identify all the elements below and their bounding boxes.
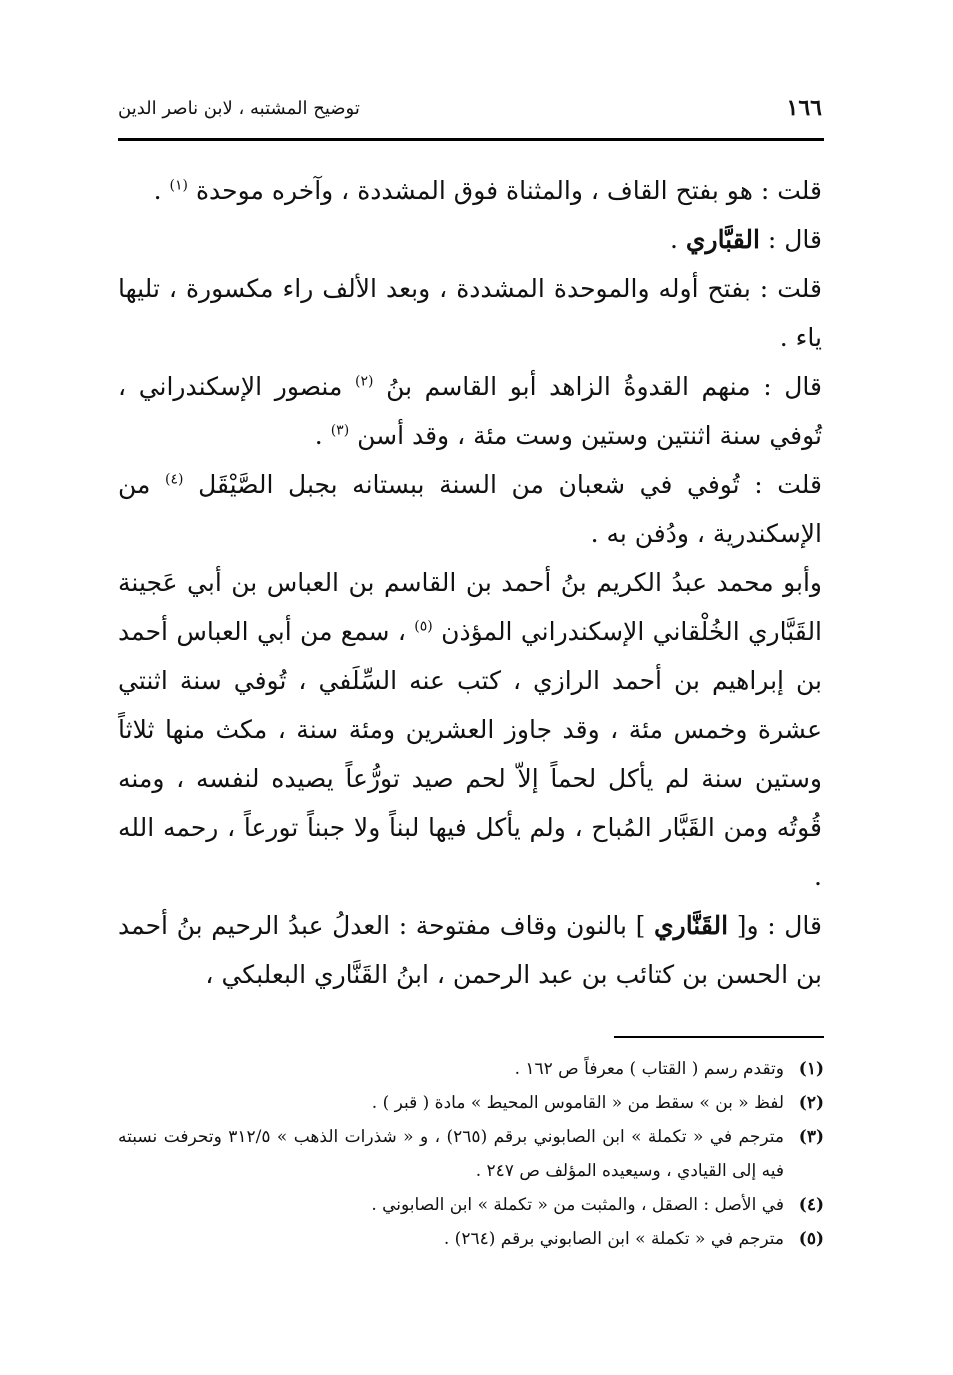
paragraph-lead: قال : — [767, 225, 822, 254]
paragraph-text: قلت : تُوفي في شعبان من السنة ببستانه بجبل الصَّيْقَل — [198, 470, 823, 499]
footnote-number: (٣) — [798, 1127, 824, 1147]
headword: القبَّاري — [685, 225, 760, 254]
footnote-marker: (٥) — [414, 618, 433, 635]
paragraph-3 — [118, 264, 822, 362]
page-number: ١٦٦ — [786, 95, 822, 121]
paragraph-tail: . — [670, 225, 678, 254]
paragraph-lead: قال : و[ — [736, 911, 822, 940]
paragraph-4 — [118, 362, 822, 460]
running-title: توضيح المشتبه ، لابن ناصر الدين — [118, 97, 360, 119]
footnote-number: (٤) — [798, 1195, 824, 1215]
paragraph-7 — [118, 901, 822, 999]
paragraph-text: قلت : بفتح أوله والموحدة المشددة ، وبعد الألف راء مكسورة ، تليها ياء . — [118, 274, 822, 352]
paragraph-tail: . — [153, 176, 162, 205]
footnote-number: (١) — [798, 1059, 824, 1079]
footnote-marker: (٤) — [165, 471, 184, 488]
paragraph-1 — [118, 166, 822, 215]
paragraph-text: منصور الإسكندراني ، تُوفي سنة اثنتين وستين وست مئة ، وقد أسن — [118, 372, 822, 450]
footnote-marker: (٣) — [330, 422, 350, 439]
paragraph-text: وأبو محمد عبدُ الكريم بنُ أحمد بن القاسم بن العباس بن أبي عَجينة القَبَّاري الخُلْقاني الإسكندراني المؤذن — [118, 568, 823, 646]
footnote-text: وتقدم رسم ( القتاب ) معرفاً ص ١٦٢ . — [514, 1059, 784, 1079]
paragraph-tail: . — [314, 421, 323, 450]
paragraph-text: قلت : هو بفتح القاف ، والمثناة فوق المشددة ، وآخره موحدة — [195, 176, 822, 205]
footnote-4 — [118, 1188, 824, 1222]
footnote-marker: (١) — [169, 177, 188, 194]
footnote-5 — [118, 1222, 824, 1256]
header-rule — [118, 138, 824, 141]
paragraph-text: ] بالنون وقاف مفتوحة : العدلُ عبدُ الرحيم بنُ أحمد بن الحسن بن كتائب بن عبد الرحمن ، ابنُ القَنَّاري البعلبكي ، — [118, 911, 822, 989]
footnote-text: لفظ « بن » سقط من « القاموس المحيط » مادة ( قبر ) . — [371, 1093, 784, 1113]
headword: القَنَّاري — [654, 911, 729, 940]
footnote-3 — [118, 1120, 824, 1188]
main-text — [118, 166, 822, 999]
footnote-rule — [614, 1036, 824, 1038]
footnote-number: (٢) — [798, 1093, 824, 1113]
footnote-text: مترجم في « تكملة » ابن الصابوني برقم (٢٦٤) . — [443, 1229, 784, 1249]
paragraph-6 — [118, 558, 822, 901]
footnotes — [118, 1052, 824, 1256]
paragraph-text: من الإسكندرية ، ودُفن به . — [118, 470, 822, 548]
footnote-marker: (٢) — [354, 373, 374, 390]
footnote-2 — [118, 1086, 824, 1120]
paragraph-2 — [118, 215, 822, 264]
paragraph-5 — [118, 460, 822, 558]
page-header — [118, 88, 822, 128]
paragraph-text: ، سمع من أبي العباس أحمد بن إبراهيم بن أحمد الرازي ، كتب عنه السِّلَفي ، تُوفي سنة اثنتي عشرة وخمس مئة ، وقد جاوز العشرين ومئة سنة ، مكث منها ثلاثاً وستين سنة لم يأكل لحماً إلاّ لحم صيد تورُّعاً يصيده لنفسه ، ومنه قُوتُه ومن القَبَّار المُباح ، ولم يأكل فيها لبناً ولا جبناً تورعاً ، رحمه الله . — [118, 617, 822, 891]
footnote-text: في الأصل : الصقل ، والمثبت من « تكملة » ابن الصابوني . — [371, 1195, 784, 1215]
paragraph-text: قال : منهم القدوةُ الزاهد أبو القاسم بنُ — [386, 372, 822, 401]
footnote-1 — [118, 1052, 824, 1086]
footnote-number: (٥) — [798, 1229, 824, 1249]
footnote-text: مترجم في « تكملة » ابن الصابوني برقم (٢٦٥) ، و « شذرات الذهب » ٣١٢/٥ وتحرفت نسبته فيه إلى القيادي ، وسيعيده المؤلف ص ٢٤٧ . — [118, 1127, 784, 1181]
